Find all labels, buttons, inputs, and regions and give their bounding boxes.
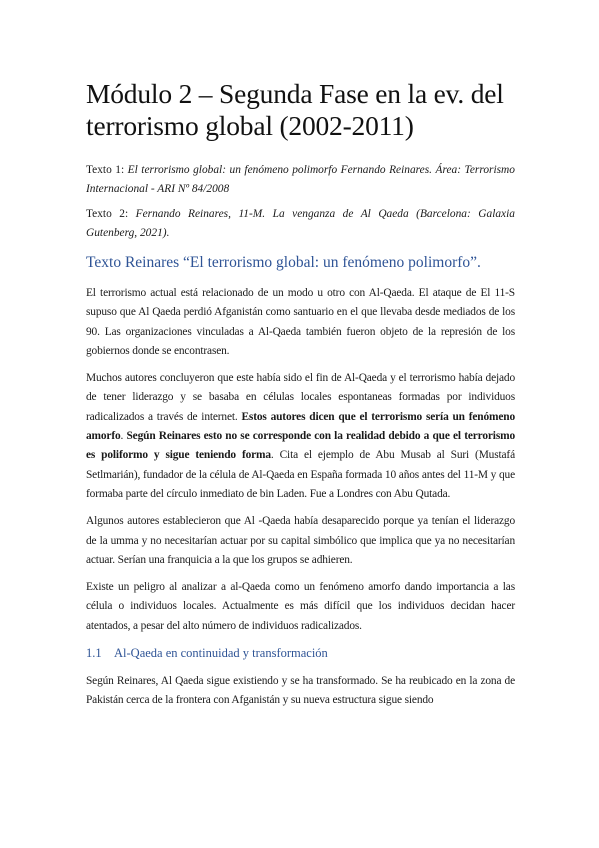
reference-citation: El terrorismo global: un fenómeno polimorfo Fernando Reinares. Área: Terrorismo Internacional - ARI Nº 84/2008: [86, 164, 515, 195]
paragraph-4: Existe un peligro al analizar a al-Qaeda como un fenómeno amorfo dando importancia a las célula o individuos locales. Actualmente es más difícil que los individuos decidan hacer atentados, a pesar del alto número de individuos radicalizados.: [86, 581, 515, 632]
reference-label: Texto 2:: [86, 208, 136, 220]
paragraph-text: . Cita el ejemplo de Abu Musab al Suri (Mustafá Setlmarián), fundador de la célula de Al-Qaeda en España formada 10 años antes del 11-M y que formaba parte del círculo inmediato de bin Laden. Fue a Londres con Abu Qutada.: [86, 449, 515, 500]
paragraph-text: .: [120, 430, 127, 443]
reference-text-2: [86, 205, 515, 243]
paragraph-5: Según Reinares, Al Qaeda sigue existiendo y se ha transformado. Se ha reubicado en la zona de Pakistán cerca de la frontera con Afganistán y su nueva estructura sigue siendo: [86, 675, 515, 707]
paragraph-1: El terrorismo actual está relacionado de un modo u otro con Al-Qaeda. El ataque de El 11-S supuso que Al Qaeda perdió Afganistán como santuario en el que llevaba desde mediados de los 90. Las organizaciones vinculadas a Al-Qaeda también fueron objeto de la represión de los gobiernos donde se encontrasen.: [86, 287, 515, 357]
paragraph-3: Algunos autores establecieron que Al -Qaeda había desaparecido porque ya tenían el liderazgo de la umma y no necesitarían actuar por su capital simbólico que implica que ya no necesitarían actuar. Serían una franquicia a la que los grupos se adhieren.: [86, 515, 515, 566]
section-heading: Texto Reinares “El terrorismo global: un fenómeno polimorfo”.: [86, 254, 481, 271]
reference-label: Texto 1:: [86, 164, 128, 176]
subsection-number: 1.1: [86, 646, 102, 661]
subsection-title: Al-Qaeda en continuidad y transformación: [114, 646, 328, 661]
subsection-heading: [86, 644, 515, 662]
bold-text: Según Reinares esto no se corresponde con la realidad debido a que el terrorismo es poliformo y sigue teniendo forma: [86, 430, 515, 462]
document-page: [86, 78, 515, 719]
bold-text: Estos autores dicen que el terrorismo sería un fenómeno amorfo: [86, 410, 515, 443]
paragraph-text: Muchos autores concluyeron que este había sido el fin de Al-Qaeda y el terrorismo había dejado de tener liderazgo y se basaba en células locales espontaneas formadas por individuos radicalizados a través de internet.: [86, 372, 515, 423]
page-title: Módulo 2 – Segunda Fase en la ev. del terrorismo global (2002-2011): [86, 78, 504, 141]
reference-citation: Fernando Reinares, 11-M. La venganza de Al Qaeda (Barcelona: Galaxia Gutenberg, 2021).: [86, 208, 515, 239]
paragraph-2: [86, 369, 515, 504]
reference-text-1: [86, 161, 515, 199]
